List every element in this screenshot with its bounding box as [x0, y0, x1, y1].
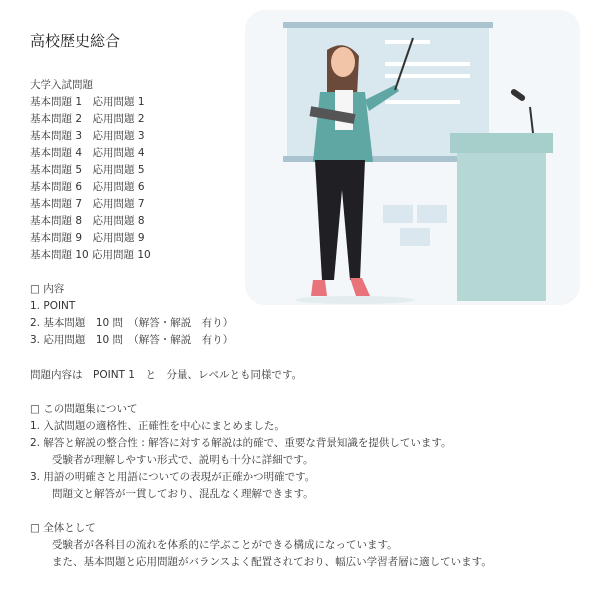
contents-item: 2. 基本問題 10 問 （解答・解説 有り） — [30, 317, 234, 329]
overall-line: また、基本問題と応用問題がバランスよく配置されており、幅広い学習者層に適しています。 — [52, 556, 492, 568]
exam-row: 基本問題 8 応用問題 8 — [30, 215, 145, 227]
contents-item: 3. 応用問題 10 問 （解答・解説 有り） — [30, 334, 234, 346]
exam-row: 基本問題 4 応用問題 4 — [30, 147, 145, 159]
contents-item: 1. POINT — [30, 300, 76, 312]
teacher-illustration — [245, 10, 580, 305]
exam-row: 基本問題 10 応用問題 10 — [30, 249, 151, 261]
about-line: 3. 用語の明確さと用語についての表現が正確かつ明確です。 — [30, 471, 316, 483]
exam-row: 基本問題 7 応用問題 7 — [30, 198, 145, 210]
about-line: 2. 解答と解説の整合性 : 解答に対する解説は的確で、重要な背景知識を提供しています。 — [30, 437, 452, 449]
contents-heading: □ 内容 — [30, 283, 65, 295]
overall-heading: □ 全体として — [30, 522, 96, 534]
about-line: 1. 入試問題の適格性、正確性を中心にまとめました。 — [30, 420, 285, 432]
exam-row: 基本問題 3 応用問題 3 — [30, 130, 145, 142]
exam-row: 基本問題 2 応用問題 2 — [30, 113, 145, 125]
about-line: 受験者が理解しやすい形式で、説明も十分に詳細です。 — [52, 454, 314, 466]
overall-line: 受験者が各科目の流れを体系的に学ぶことができる構成になっています。 — [52, 539, 398, 551]
exam-row: 基本問題 1 応用問題 1 — [30, 96, 145, 108]
page-title: 高校歴史総合 — [30, 32, 121, 50]
contents-note: 問題内容は POINT 1 と 分量、レベルとも同様です。 — [30, 369, 303, 381]
exam-row: 基本問題 5 応用問題 5 — [30, 164, 145, 176]
exam-row: 基本問題 6 応用問題 6 — [30, 181, 145, 193]
about-heading: □ この問題集について — [30, 403, 138, 415]
about-line: 問題文と解答が一貫しており、混乱なく理解できます。 — [52, 488, 314, 500]
exam-list-heading: 大学入試問題 — [30, 79, 93, 91]
exam-row: 基本問題 9 応用問題 9 — [30, 232, 145, 244]
